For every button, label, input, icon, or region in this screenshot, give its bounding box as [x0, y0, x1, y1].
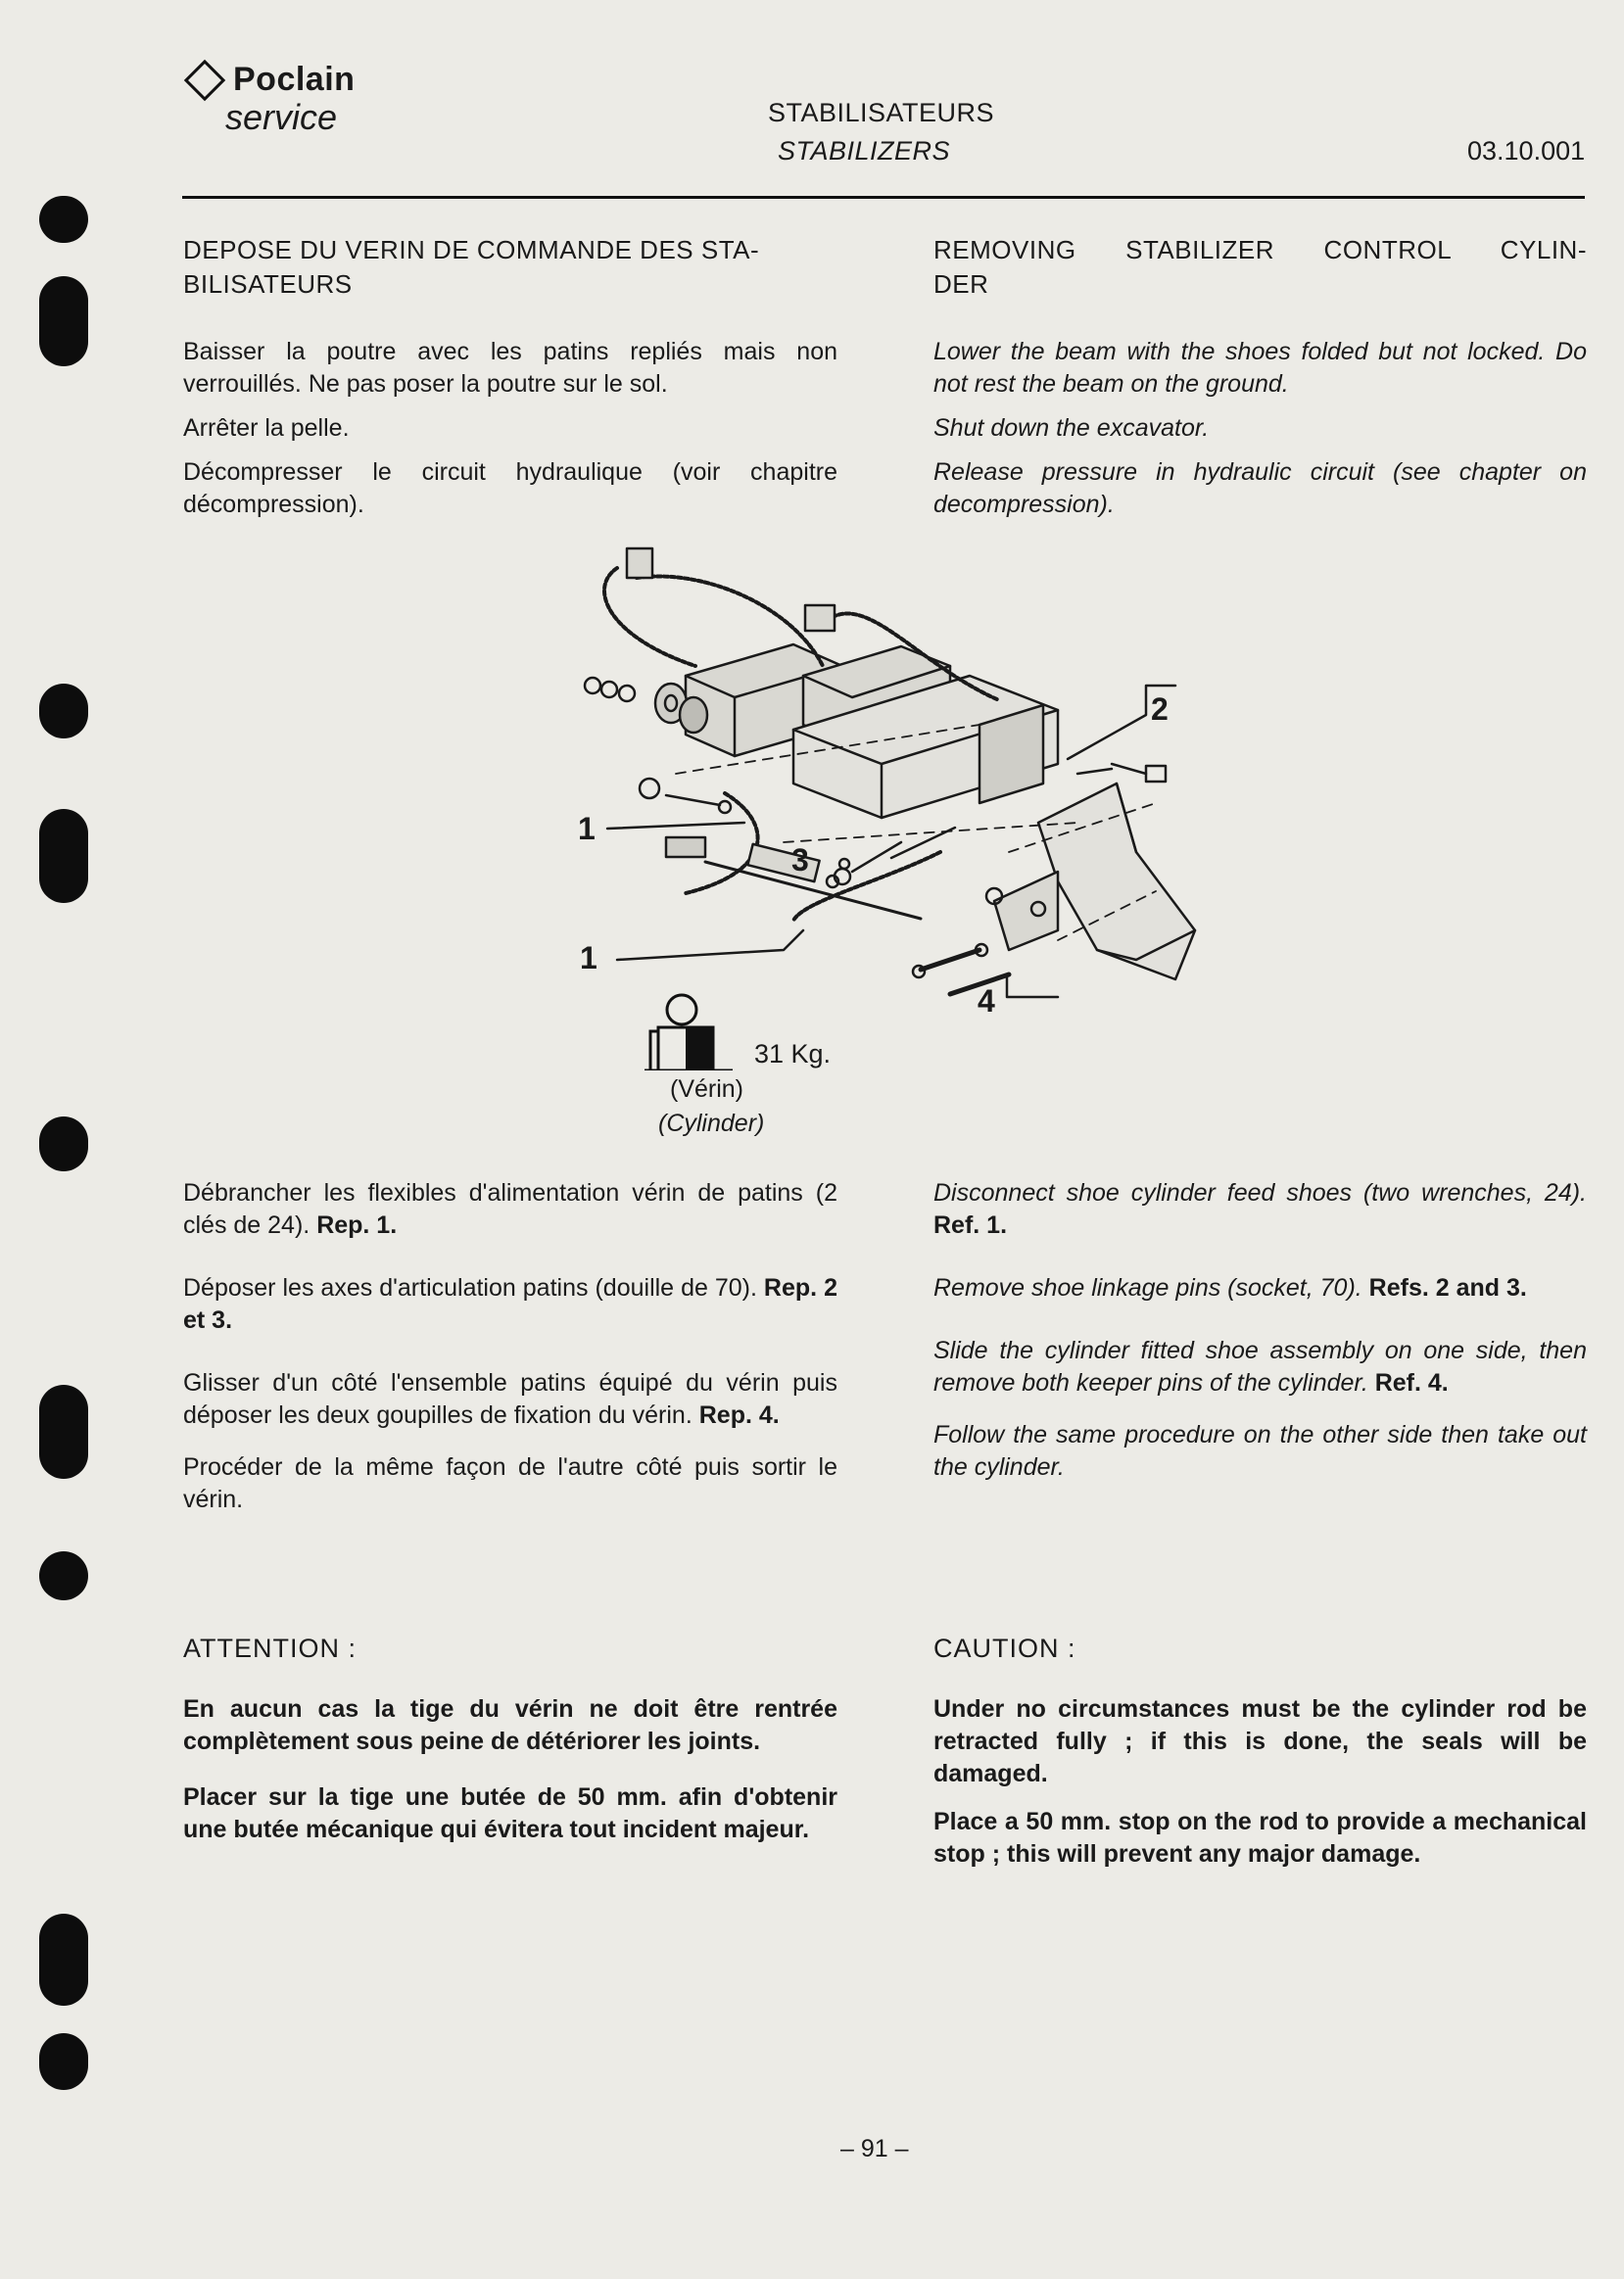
heading-line: REMOVING STABILIZER CONTROL CYLIN-: [933, 235, 1587, 264]
caution-title-en: CAUTION :: [933, 1634, 1076, 1663]
stabilizer-cylinder-diagram: [549, 529, 1254, 1038]
brand-name: Poclain: [233, 61, 356, 98]
caution-en: [933, 1634, 1587, 1871]
caution-paragraph: Place a 50 mm. stop on the rod to provide a mechanical stop ; this will prevent any major damage.: [933, 1808, 1587, 1868]
figure-caption-fr: (Vérin): [670, 1075, 744, 1103]
header-divider: [182, 196, 1585, 199]
step-paragraph: [933, 1177, 1587, 1242]
brand-block: [186, 61, 355, 138]
paragraph: Baisser la poutre avec les patins repliés mais non verrouillés. Ne pas poser la poutre sur le sol.: [183, 338, 837, 398]
step-text: Follow the same procedure on the other side then take out the cylinder.: [933, 1421, 1587, 1481]
caution-paragraph: Under no circumstances must be the cylinder rod be retracted fully ; if this is done, the seals will be damaged.: [933, 1695, 1587, 1787]
step-paragraph: [933, 1272, 1587, 1305]
step-ref: Ref. 1.: [933, 1211, 1008, 1239]
weight-value: 31 Kg.: [754, 1039, 832, 1068]
page-number: – 91 –: [840, 2135, 909, 2162]
step-text: Débrancher les flexibles d'alimentation vérin de patins (2 clés de 24).: [183, 1179, 837, 1239]
paragraph: Shut down the excavator.: [933, 414, 1210, 442]
paragraph: Arrêter la pelle.: [183, 414, 350, 442]
step-paragraph: [183, 1177, 837, 1242]
paragraph: Release pressure in hydraulic circuit (see chapter on decompression).: [933, 458, 1587, 518]
intro-fr: [183, 233, 837, 521]
caution-fr: [183, 1634, 837, 1846]
section-heading-en: [933, 233, 1587, 302]
brand-logo: [186, 61, 355, 99]
steps-fr: [183, 1177, 837, 1516]
binder-hole: [39, 2033, 88, 2090]
weight-icon: [643, 992, 740, 1070]
step-text: Slide the cylinder fitted shoe assembly on one side, then remove both keeper pins of the cylinder.: [933, 1337, 1587, 1397]
caution-paragraph: En aucun cas la tige du vérin ne doit être rentrée complètement sous peine de détériorer les joints.: [183, 1695, 837, 1755]
figure-caption-en: (Cylinder): [658, 1110, 765, 1137]
section-heading-fr: [183, 233, 837, 302]
binder-hole: [39, 1914, 88, 2006]
binder-hole: [39, 1116, 88, 1171]
brand-subtitle: service: [225, 97, 338, 137]
binder-hole: [39, 196, 88, 243]
heading-line: DER: [933, 269, 989, 299]
step-ref: Refs. 2 and 3.: [1368, 1274, 1527, 1302]
intro-en: [933, 233, 1587, 521]
callout-3: 3: [791, 842, 809, 878]
caution-title-fr: ATTENTION :: [183, 1634, 357, 1663]
step-paragraph: [933, 1335, 1587, 1400]
paragraph: Lower the beam with the shoes folded but not locked. Do not rest the beam on the ground.: [933, 338, 1587, 398]
step-paragraph: [183, 1272, 837, 1337]
diamond-logo-icon: [184, 59, 225, 100]
binder-hole: [39, 276, 88, 366]
step-ref: Ref. 4.: [1374, 1369, 1449, 1397]
callout-4: 4: [978, 983, 995, 1019]
step-text: Glisser d'un côté l'ensemble patins équipé du vérin puis déposer les deux goupilles de fixation du vérin.: [183, 1369, 837, 1429]
step-ref: Rep. 4.: [698, 1401, 780, 1429]
step-text: Procéder de la même façon de l'autre côté puis sortir le vérin.: [183, 1453, 837, 1513]
step-text: Disconnect shoe cylinder feed shoes (two wrenches, 24).: [933, 1179, 1587, 1207]
binder-hole: [39, 1551, 88, 1600]
callout-2: 2: [1151, 691, 1169, 727]
binder-hole: [39, 1385, 88, 1479]
page-title-fr: STABILISATEURS: [768, 98, 995, 127]
step-paragraph: [183, 1367, 837, 1432]
step-paragraph: [183, 1451, 837, 1516]
caution-paragraph: Placer sur la tige une butée de 50 mm. afin d'obtenir une butée mécanique qui évitera tout incident majeur.: [183, 1783, 837, 1843]
steps-en: [933, 1177, 1587, 1484]
heading-line: BILISATEURS: [183, 269, 353, 299]
paragraph: Décompresser le circuit hydraulique (voir chapitre décompression).: [183, 458, 837, 518]
callout-1: 1: [578, 811, 596, 846]
page-title-en: STABILIZERS: [778, 136, 951, 166]
binder-hole: [39, 684, 88, 738]
binder-hole: [39, 809, 88, 903]
document-number: 03.10.001: [1467, 136, 1586, 166]
step-text: Déposer les axes d'articulation patins (douille de 70).: [183, 1274, 764, 1302]
step-text: Remove shoe linkage pins (socket, 70).: [933, 1274, 1369, 1302]
heading-line: DEPOSE DU VERIN DE COMMANDE DES STA-: [183, 235, 760, 264]
step-ref: Rep. 1.: [316, 1211, 398, 1239]
step-ref: Rep. 2 et 3.: [183, 1274, 837, 1334]
step-paragraph: [933, 1419, 1587, 1484]
callout-1: 1: [580, 940, 597, 975]
